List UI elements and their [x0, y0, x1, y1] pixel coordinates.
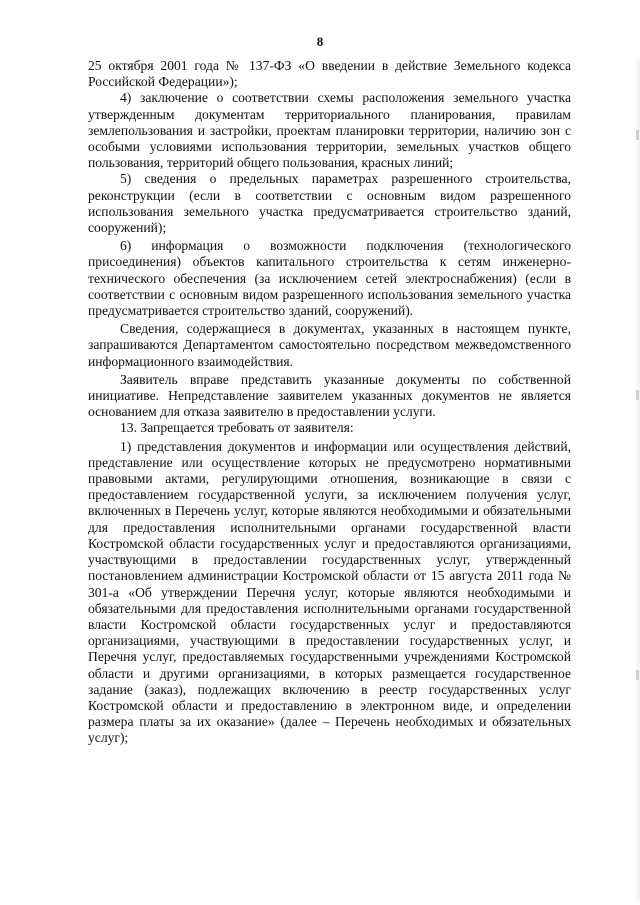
page-number: 8	[316, 34, 324, 49]
paragraph-info-request: Сведения, содержащиеся в документах, указанных в настоящем пункте, запрашиваются Департаментом самостоятельно посредством межведомственного информационного взаимодействия.	[88, 321, 571, 369]
document-body	[88, 58, 571, 747]
paragraph-continuation: 25 октября 2001 года № 137-ФЗ «О введении в действие Земельного кодекса Российской Федерации»);	[88, 58, 571, 90]
paragraph-section-13: 13. Запрещается требовать от заявителя:	[120, 420, 354, 436]
paragraph-item-5: 5) сведения о предельных параметрах разрешенного строительства, реконструкции (если в соответствии с основным видом разрешенного использования земельного участка предусматривается строительство зданий, сооружений);	[88, 171, 571, 236]
paragraph-item-6: 6) информация о возможности подключения (технологического присоединения) объектов капитального строительства к сетям инженерно-технического обеспечения (за исключением сетей электроснабжения) (если в соответствии с основным видом разрешенного использования земельного участка предусматривается строительство зданий, сооружений).	[88, 238, 571, 319]
scan-edge-mark	[636, 390, 639, 400]
paragraph-item-4: 4) заключение о соответствии схемы расположения земельного участка утвержденным документам территориального планирования, правилам землепользования и застройки, проектам планировки территории, наличию зон с особыми условиями использования территории, земельных участков общего пользования, территорий общего пользования, красных линий;	[88, 90, 571, 171]
scan-edge-mark	[636, 130, 639, 140]
paragraph-applicant-right: Заявитель вправе представить указанные документы по собственной инициативе. Непредставление заявителем указанных документов не является основанием для отказа заявителю в предоставлении услуги.	[88, 371, 571, 420]
scan-page-edge	[634, 60, 640, 900]
scan-edge-mark	[636, 670, 639, 680]
paragraph-item-13-1: 1) представления документов и информации или осуществления действий, представление или осуществление которых не предусмотрено нормативными правовыми актами, регулирующими отношения, возникающие в связи с предоставлением государственной услуги, за исключением получения услуг, включенных в Перечень услуг, которые являются необходимыми и обязательными для предоставления исполнительными органами государственной власти Костромской области государственных услуг и предоставляются организациями, участвующими в предоставлении государственных услуг, утвержденный постановлением администрации Костромской области от 15 августа 2011 года № 301-а «Об утверждении Перечня услуг, которые являются необходимыми и обязательными для предоставления исполнительными органами государственной власти Костромской области государственных услуг и предоставляются организациями, участвующими в предоставлении государственных услуг, и Перечня услуг, предоставляемых государственными учреждениями Костромской области и другими организациями, в которых размещается государственное задание (заказ), подлежащих включению в реестр государственных услуг Костромской области и предоставлению в электронном виде, и определении размера платы за их оказание» (далее – Перечень необходимых и обязательных услуг);	[88, 438, 571, 746]
